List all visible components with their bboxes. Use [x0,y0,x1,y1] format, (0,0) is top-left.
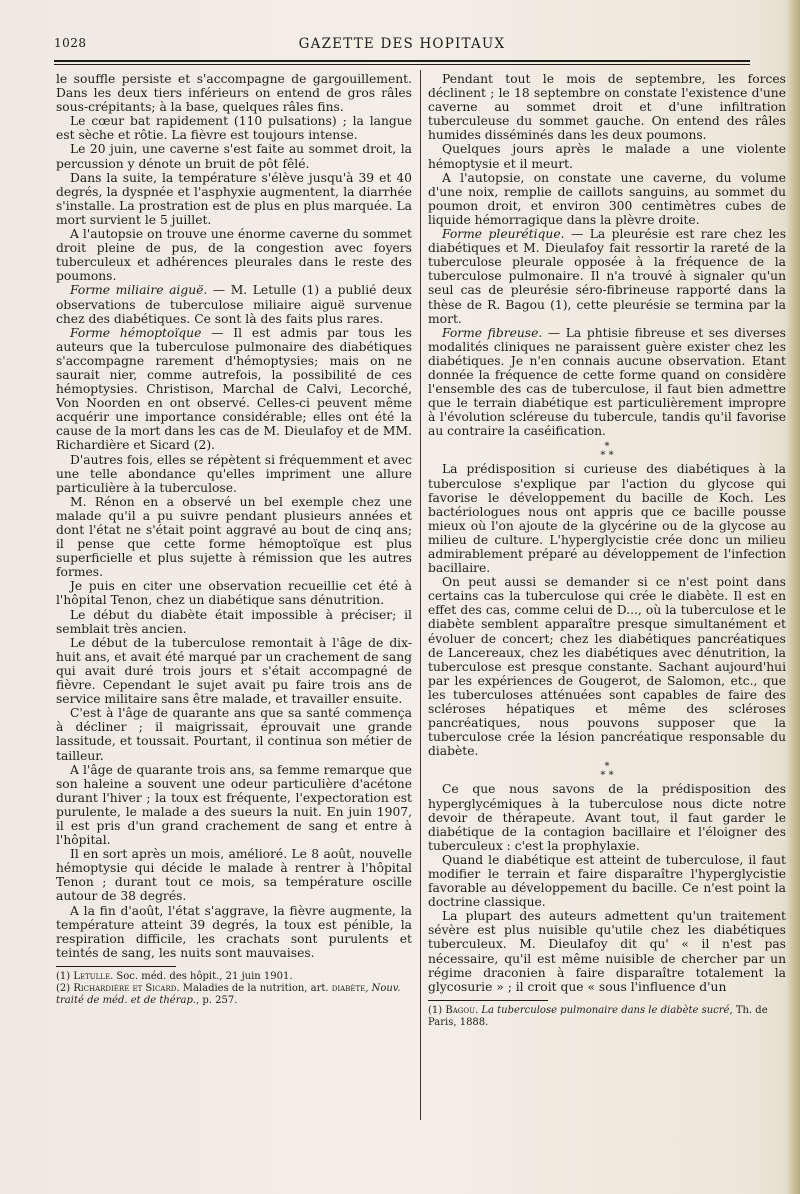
footnote-article: diabète [331,982,366,994]
paragraph: Quand le diabétique est atteint de tuberculose, il faut modifier le terrain et faire disparaître l'hyperglycistie favorable au développement du bacille. Ce n'est point la doctrine classique. [428,852,786,910]
paragraph: Ce que nous savons de la prédisposition des hyperglycémiques à la tuberculose nous dicte notre devoir de thérapeute. Avant tout, il faut garder le diabétique de la contagion bacillaire et l'éloigner des tuberculeux : c'est la prophylaxie. [428,782,786,853]
page-number: 1028 [54,36,87,50]
section-hemoptoique [56,326,412,453]
paragraph: Le début du diabète était impossible à préciser; il semblait très ancien. [56,607,412,636]
footnote-title: , Nouv. traité de méd. et de thérap. [56,982,401,1006]
footnote-author: Richardière et Sicard [73,982,177,994]
paragraph: Quelques jours après le malade a une violente hémoptysie et il meurt. [428,142,786,171]
paragraph: On peut aussi se demander si ce n'est point dans certains cas la tuberculose qui crée le diabète. Il est en effet des cas, comme celui de D..., où la tuberculose et le diabète semblent apparaître presque simultanément et évoluer de concert; chez les diabétiques pancréatiques de Lancereaux, chez les diabétiques avec dénutrition, la tuberculose est presque constante. Sachant aujourd'hui par les expériences de Gougerot, de Salomon, etc., que les tuberculoses atténuées sont capables de faire des scléroses hépatiques et même des scléroses pancréatiques, nous pouvons supposer que la tuberculose crée la lésion pancréatique responsable du diabète. [428,575,786,759]
column-divider [420,70,421,1120]
asterism-top: * [604,761,610,773]
paragraph: La plupart des auteurs admettent qu'un traitement sévère est plus nuisible qu'utile chez les diabétiques tuberculeux. M. Dieulafoy dit qu' « il n'est pas nécessaire, qu'il est même nuisible de chercher par un régime draconien à faire disparaître totalement la glycosurie » ; il croit que « sous l'influence d'un [428,909,786,994]
footnote-1: (1) Bagou. La tuberculose pulmonaire dans le diabète sucré, Th. de Paris, 1888. [428,1004,768,1028]
asterism-divider [428,442,786,460]
footnote-rule [428,1000,548,1001]
footnote-author: Letulle [73,970,111,982]
paragraph: A l'autopsie, on constate une caverne, du volume d'une noix, remplie de caillots sanguins, au sommet du poumon droit, et environ 300 centimètres cubes de liquide hémorragique dans la plèvre droite. [428,170,786,227]
asterism-bottom: * * [600,450,614,462]
running-title: GAZETTE DES HOPITAUX [298,36,506,52]
section-text: — Il est admis par tous les auteurs que la tuberculose pulmonaire des diabétiques s'accompagne rarement d'hémoptysies; mais on ne saurait nier, comme autrefois, la possibilité de ces hémoptysies. Christison, Marchal de Calvi, Lecorché, Von Noorden en ont observé. Celles-ci peuvent même acquérir une importance considérable; elles ont été la cause de la mort dans les cas de M. Dieulafoy et de MM. Richardière et Sicard (2). [56,325,412,453]
footnotes-right [428,1005,786,1029]
paragraph: A la fin d'août, l'état s'aggrave, la fièvre augmente, la température atteint 39 degrés, la toux est pénible, la respiration difficile, les crachats sont purulents et teintés de sang, les nuits sont mauvaises. [56,903,412,960]
section-text: — M. Letulle (1) a publié deux observations de tuberculose miliaire aiguë survenue chez des diabétiques. Ce sont là des faits plus rares. [56,283,412,326]
footnote-text: . Maladies de la nutrition, art. [176,982,332,994]
asterism-top: * [604,441,610,453]
paragraph: Le cœur bat rapidement (110 pulsations) ; la langue est sèche et rôtie. La fièvre est toujours intense. [56,114,412,143]
section-text: — La phtisie fibreuse et ses diverses modalités cliniques ne paraissent guère exister chez les diabétiques. Je n'en connais aucune observation. Etant donnée la fréquence de cette forme quand on considère l'ensemble des cas de tuberculose, il faut bien admettre que le terrain diabétique est particulièrement impropre à l'évolution scléreuse du tubercule, tandis qu'il favorise au contraire la caséification. [428,325,786,439]
paragraph: Le début de la tuberculose remontait à l'âge de dix-huit ans, et avait été marqué par un crachement de sang qui avait duré trois jours et s'était accompagné de fièvre. Cependant le sujet avait pu faire trois ans de service militaire sans être malade, et travailler ensuite. [56,635,412,707]
section-pleuretique [428,227,786,326]
section-heading: Forme fibreuse. [442,325,543,340]
footnote-1: (1) Letulle. Soc. méd. des hôpit., 21 juin 1901. [56,970,293,982]
paragraph: A l'âge de quarante trois ans, sa femme remarque que son haleine a souvent une odeur particulière d'acétone durant l'hiver ; la toux est fréquente, l'expectoration est purulente, le malade a des sueurs la nuit. En juin 1907, il est pris d'un grand crachement de sang et entre à l'hôpital. [56,762,412,848]
header-rule-thin [54,64,750,65]
paragraph: C'est à l'âge de quarante ans que sa santé commença à décliner ; il maigrissait, éprouvait une grande lassitude, et toussait. Pourtant, il continua son métier de tailleur. [56,706,412,763]
section-heading: Forme hémoptoïque [70,325,202,340]
section-heading: Forme pleurétique. [442,227,565,242]
footnote-author: Bagou [445,1004,475,1016]
footnotes-left [56,971,412,1007]
section-fibreuse [428,326,786,439]
paragraph: M. Rénon en a observé un bel exemple chez une malade qu'il a pu suivre pendant plusieurs années et dont l'état ne s'était point aggravé au bout de cinq ans; il pense que cette forme hémoptoïque est plus superficielle et plus sujette à rémission que les autres formes. [56,494,412,580]
paragraph: D'autres fois, elles se répètent si fréquemment et avec une telle abondance qu'elles impriment une allure particulière à la tuberculose. [56,452,412,495]
section-heading: Forme miliaire aiguë. [70,283,208,298]
asterism-bottom: * * [600,770,614,782]
header-rule-thick [54,60,750,62]
paragraph: Il en sort après un mois, amélioré. Le 8 août, nouvelle hémoptysie qui décide le malade à rentrer à l'hôpital Tenon ; durant tout ce mois, sa température oscille autour de 38 degrés. [56,847,412,904]
asterism-divider [428,762,786,780]
paragraph: Pendant tout le mois de septembre, les forces déclinent ; le 18 septembre on constate l'existence d'une caverne au sommet droit et d'une infiltration tuberculeuse du sommet gauche. On entend des râles humides disséminés dans les deux poumons. [428,72,786,143]
paragraph: La prédisposition si curieuse des diabétiques à la tuberculose s'explique par l'action du glycose qui favorise le développement du bacille de Koch. Les bactériologues nous ont appris que ce bacille pousse mieux où l'on ajoute de la glycérine ou de la glycose au milieu de culture. L'hyperglycistie crée donc un milieu admirablement préparé au développement de l'infection bacillaire. [428,462,786,576]
page-header [54,36,750,56]
footnote-page: , p. 257. [196,994,238,1006]
section-miliaire [56,283,412,325]
paragraph: le souffle persiste et s'accompagne de gargouillement. Dans les deux tiers inférieurs on entend de gros râles sous-crépitants; à la base, quelques râles fins. [56,72,412,115]
page-edge-shadow [786,0,800,1194]
footnote-rule [56,966,176,967]
paragraph: Le 20 juin, une caverne s'est faite au sommet droit, la percussion y dénote un bruit de pôt fêlé. [56,142,412,171]
footnote-2: (2) Richardière et Sicard. Maladies de la nutrition, art. diabète, Nouv. traité de méd. et de thérap., p. 257. [56,982,401,1006]
footnote-title: La tuberculose pulmonaire dans le diabète sucré [481,1004,730,1016]
paragraph: Je puis en citer une observation recueillie cet été à l'hôpital Tenon, chez un diabétique sans dénutrition. [56,579,412,608]
section-text: — La pleurésie est rare chez les diabétiques et M. Dieulafoy fait ressortir la rareté de la tuberculose pleurale opposée à la fréquence de la tuberculose pulmonaire. Il n'a trouvé à signaler qu'un seul cas de pleurésie séro-fibrineuse rapporté dans la thèse de R. Bagou (1), cette pleurésie se termina par la mort. [428,227,787,326]
paragraph: Dans la suite, la température s'élève jusqu'à 39 et 40 degrés, la dyspnée et l'asphyxie augmentent, la diarrhée s'installe. La prostration est de plus en plus marquée. La mort survient le 5 juillet. [56,170,412,227]
footnote-text: . Soc. méd. des hôpit., 21 juin 1901. [110,970,293,982]
right-column [428,72,786,1029]
footnote-text: , Th. de Paris, 1888. [428,1004,768,1028]
left-column [56,72,412,1007]
paragraph: A l'autopsie on trouve une énorme caverne du sommet droit pleine de pus, de la congestion avec foyers tuberculeux et adhérences pleurales dans le reste des poumons. [56,227,412,284]
